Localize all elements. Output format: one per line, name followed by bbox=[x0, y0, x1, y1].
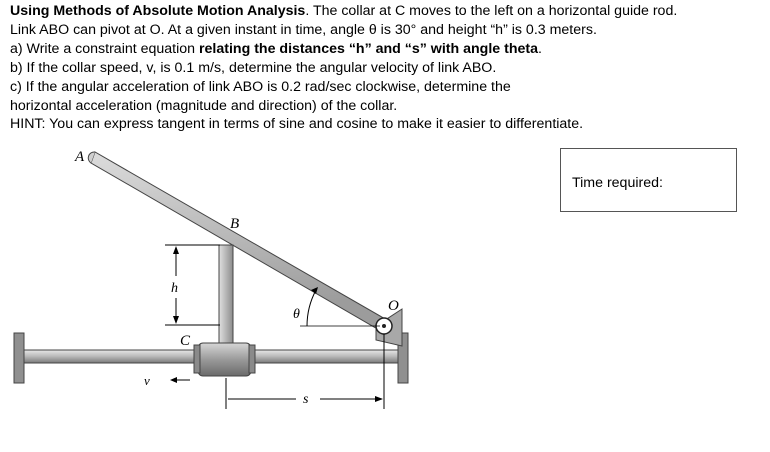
label-a: A bbox=[75, 149, 85, 165]
part-a bbox=[10, 40, 765, 59]
theta-arc bbox=[307, 290, 316, 326]
part-c-line2: horizontal acceleration (magnitude and direction) of the collar. bbox=[10, 97, 398, 114]
label-b: B bbox=[230, 216, 240, 232]
collar-post bbox=[219, 245, 233, 347]
intro-line bbox=[10, 2, 765, 21]
part-b: b) If the collar speed, v, is 0.1 m/s, determine the angular velocity of link ABO. bbox=[10, 59, 497, 76]
intro-text: . The collar at C moves to the left on a horizontal guide rod. bbox=[305, 3, 678, 19]
label-theta: θ bbox=[293, 307, 300, 322]
link-abo bbox=[91, 152, 387, 331]
part-c-line1: c) If the angular acceleration of link ABO is 0.2 rad/sec clockwise, determine the bbox=[10, 78, 511, 95]
time-required-label: Time required: bbox=[572, 175, 663, 191]
mechanism-figure bbox=[0, 140, 460, 440]
part-a-suffix: . bbox=[538, 40, 542, 57]
time-required-box bbox=[560, 148, 737, 212]
given-line: Link ABO can pivot at O. At a given instant in time, angle θ is 30° and height “h” is 0.3 meters. bbox=[10, 21, 597, 38]
left-support bbox=[14, 333, 24, 383]
label-o: O bbox=[388, 298, 399, 314]
collar bbox=[198, 343, 251, 376]
problem-statement bbox=[10, 2, 765, 134]
hint: HINT: You can express tangent in terms of sine and cosine to make it easier to differentiate. bbox=[10, 116, 584, 133]
problem-title: Using Methods of Absolute Motion Analysis bbox=[10, 3, 306, 19]
label-s: s bbox=[303, 392, 309, 407]
part-a-bold: relating the distances “h” and “s” with angle theta bbox=[199, 40, 538, 57]
part-a-prefix: a) Write a constraint equation bbox=[10, 40, 200, 57]
label-c: C bbox=[180, 333, 191, 349]
label-v: v bbox=[144, 373, 150, 388]
label-h: h bbox=[171, 281, 178, 296]
